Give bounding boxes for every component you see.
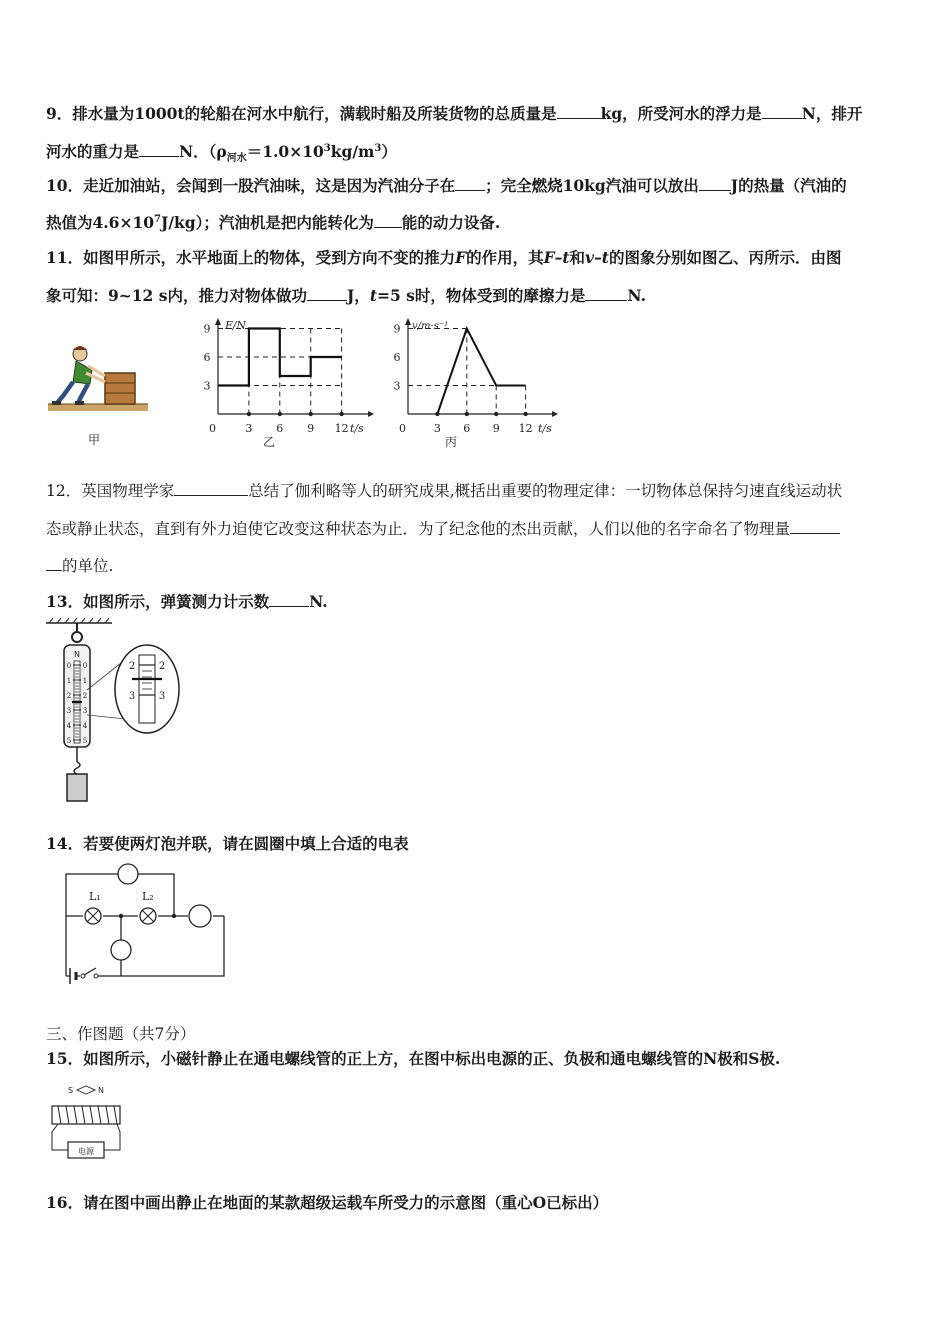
needle-s-label: S: [68, 1086, 74, 1095]
scale-label-left: 1: [66, 677, 72, 685]
x-axis-dot-6: [465, 412, 469, 416]
figure-solenoid: [46, 1080, 136, 1166]
q9-blank-buoyancy[interactable]: [762, 104, 802, 119]
q10-blank-energy[interactable]: [374, 213, 402, 228]
y-tick-label-9: 9: [203, 322, 211, 336]
svg-text:N: N: [74, 650, 80, 659]
magnetic-needle-icon: [77, 1086, 95, 1094]
y-tick-label-3: 3: [203, 379, 211, 393]
q9-line2: 河水的重力是 N．$(\rho_{河水}=1.0\times 10^3kg/m^3)$: [46, 142, 397, 165]
q11-line2: 象可知：9~12 s内，推力对物体做功 J，t=5 s时，物体受到的摩擦力是 N.: [46, 286, 646, 305]
q10-line2: 热值为$4.6\times 10^7J/kg$）；汽油机是把内能转化为 能的动力设备.: [46, 213, 501, 232]
y-axis-label: v/m·s⁻¹: [412, 321, 449, 332]
scale-label-right: 2: [82, 692, 88, 700]
box: [105, 373, 135, 404]
q10-line1: 10．走近加油站，会闻到一股汽油味，这是因为汽油分子在 ；完全燃烧10kg汽油可以放出 J的热量（汽油的: [46, 176, 847, 195]
x-axis-dot: [278, 412, 282, 416]
solenoid-core: [52, 1106, 120, 1124]
q9-blank-weight[interactable]: [139, 142, 179, 157]
scale-label-left: 4: [66, 722, 72, 730]
q12-line2: 态或静止状态，直到有外力迫使它改变这种状态为止．为了纪念他的杰出贡献，人们以他的名字命名了物理量: [46, 517, 840, 539]
weight-block: [67, 774, 87, 801]
needle-n-label: N: [98, 1086, 104, 1095]
scale-label-right: 3: [82, 707, 88, 715]
zoom-label-right: 2: [158, 661, 166, 672]
x-tick-label-9: 9: [492, 422, 500, 435]
label-bing: 丙: [444, 435, 458, 449]
q12-blank-scientist[interactable]: [174, 481, 248, 496]
figure-spring-scale: [44, 617, 184, 807]
x-tick-label-12: 12: [518, 422, 533, 435]
power-label: 电源: [78, 1147, 94, 1156]
meter-circle-middle[interactable]: [111, 940, 131, 960]
section-3-title: 三、作图题（共7分）: [46, 1025, 196, 1043]
junction-right: [172, 914, 176, 918]
q12-line1: 12．英国物理学家 总结了伽利略等人的研究成果,概括出重要的物理定律：一切物体总保持匀速直线运动状: [46, 482, 843, 500]
label-yi: 乙: [262, 435, 276, 449]
y-tick-label-3: 3: [393, 379, 401, 393]
q12-line3: 的单位.: [46, 554, 113, 576]
x-tick-label-12: 12: [334, 422, 349, 435]
x-axis-dot: [247, 412, 251, 416]
q13-blank-reading[interactable]: [269, 592, 309, 607]
q16-line: 16．请在图中画出静止在地面的某款超级运载车所受力的示意图（重心O已标出）: [46, 1193, 609, 1212]
label-l1: L₁: [89, 890, 101, 903]
scale-label-right: 1: [82, 677, 88, 685]
x-tick-label-3: 3: [245, 422, 253, 435]
velocity-series-line: [437, 329, 525, 415]
meter-circle-right[interactable]: [189, 905, 211, 927]
origin-label: 0: [209, 422, 216, 435]
x-axis-dot-9: [494, 412, 498, 416]
scale-label-left: 2: [66, 692, 72, 700]
x-tick-label-3: 3: [433, 422, 441, 435]
lamp-l2: [140, 908, 156, 924]
zoom-label-right: 3: [158, 691, 166, 702]
chart-bing-velocity-time: [390, 315, 565, 455]
label-l2: L₂: [142, 890, 154, 903]
lamp-l1: [85, 908, 101, 924]
scale-label-right: 0: [82, 662, 88, 670]
x-axis-label: t/s: [538, 422, 552, 435]
scale-label-right: 5: [82, 737, 88, 745]
zoom-label-left: 3: [128, 691, 136, 702]
q9-blank-mass[interactable]: [557, 104, 601, 119]
q10-blank-motion[interactable]: [455, 176, 485, 191]
y-tick-label-6: 6: [203, 351, 211, 364]
scale-label-left: 0: [66, 662, 72, 670]
q11-blank-friction[interactable]: [585, 286, 627, 301]
x-axis-dot: [309, 412, 313, 416]
figure-jia-push-box: [48, 340, 152, 450]
q11-blank-work[interactable]: [307, 286, 347, 301]
q12-blank-quantity-cont[interactable]: [46, 556, 62, 571]
y-axis-label: F/N: [225, 319, 246, 332]
q12-blank-quantity[interactable]: [790, 519, 840, 534]
x-tick-label-9: 9: [307, 422, 315, 435]
scale-label-left: 5: [66, 737, 72, 745]
q10-blank-heat[interactable]: [699, 176, 731, 191]
x-axis-dot-12: [523, 412, 527, 416]
y-tick-label-9: 9: [393, 322, 401, 336]
q11-line1: 11．如图甲所示，水平地面上的物体，受到方向不变的推力F的作用，其F–t和v–t的图象分别如图乙、丙所示．由图: [46, 248, 842, 267]
q15-line: 15．如图所示，小磁针静止在通电螺线管的正上方，在图中标出电源的正、负极和通电螺线管的N极和S极.: [46, 1049, 781, 1068]
switch-arm: [84, 968, 96, 975]
q13-line: 13．如图所示，弹簧测力计示数 N.: [46, 592, 328, 611]
x-axis-dot-3: [435, 412, 439, 416]
figure-circuit: [56, 860, 231, 985]
person-icon: [52, 346, 105, 405]
label-jia: 甲: [87, 433, 101, 447]
scale-label-right: 4: [82, 722, 88, 730]
origin-label: 0: [399, 422, 406, 435]
meter-circle-top[interactable]: [118, 864, 138, 884]
q14-line: 14．若要使两灯泡并联，请在圆圈中填上合适的电表: [46, 834, 409, 853]
hook-ring: [72, 632, 82, 642]
x-axis-label: t/s: [350, 422, 364, 435]
x-tick-label-6: 6: [276, 422, 284, 435]
scale-label-left: 3: [66, 707, 72, 715]
zoom-label-left: 2: [128, 661, 136, 672]
q9-line1: 9．排水量为1000t的轮船在河水中航行，满载时船及所装货物的总质量是 kg，所受河水的浮力是 N，排开: [46, 104, 863, 123]
x-axis-dot: [339, 412, 343, 416]
junction-left: [119, 914, 123, 918]
ground: [48, 404, 148, 411]
y-tick-label-6: 6: [393, 351, 401, 364]
chart-yi-force-time: [200, 315, 375, 455]
x-tick-label-6: 6: [463, 422, 471, 435]
